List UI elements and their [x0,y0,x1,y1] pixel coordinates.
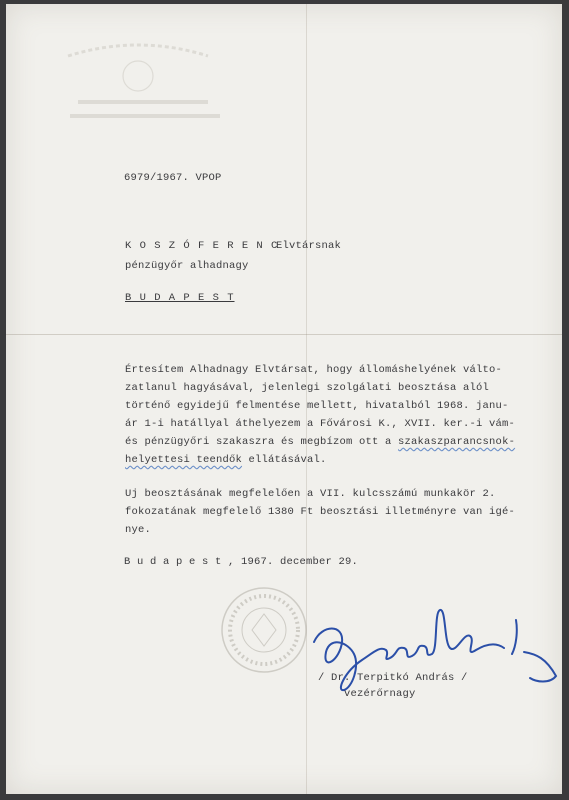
signatory-name: / Dr. Terpitkó András / [318,672,468,684]
body-line: ár 1-i hatállyal áthelyezem a Fővárosi K., XVII. ker.-i vám- [125,418,516,430]
recipient-name: K O S Z Ó F E R E N C [125,240,279,252]
embossed-letterhead [48,34,228,129]
signatory-title: vezérőrnagy [344,688,416,700]
pen-marked-text: szakaszparancsnok- [398,436,516,448]
body-line: történő egyidejű felmentése mellett, hivatalból 1968. janu- [125,400,509,412]
body-line [125,436,515,448]
recipient-city: B U D A P E S T [125,292,235,304]
embossed-seal [218,584,310,676]
reference-number: 6979/1967. VPOP [124,172,222,184]
body-line [125,454,327,466]
body-line: Uj beosztásának megfelelően a VII. kulcsszámú munkakör 2. [125,488,496,500]
body-line: zatlanul hagyásával, jelenlegi szolgálati beosztása alól [125,382,490,394]
body-line: nye. [125,524,152,536]
dateline: B u d a p e s t , 1967. december 29. [124,556,359,568]
recipient-salutation: Elvtársnak [276,240,342,252]
body-text: ellátásával. [242,454,327,466]
body-line: fokozatának megfelelő 1380 Ft beosztási illetményre van igé- [125,506,516,518]
body-line: Értesítem Alhadnagy Elvtársat, hogy állomáshelyének válto- [125,364,503,376]
recipient-rank: pénzügyőr alhadnagy [125,260,249,272]
pen-marked-text: helyettesi teendők [125,454,243,466]
body-text: és pénzügyőri szakaszra és megbízom ott a [125,436,399,448]
document-page [6,4,562,794]
paper-fold [6,334,562,335]
